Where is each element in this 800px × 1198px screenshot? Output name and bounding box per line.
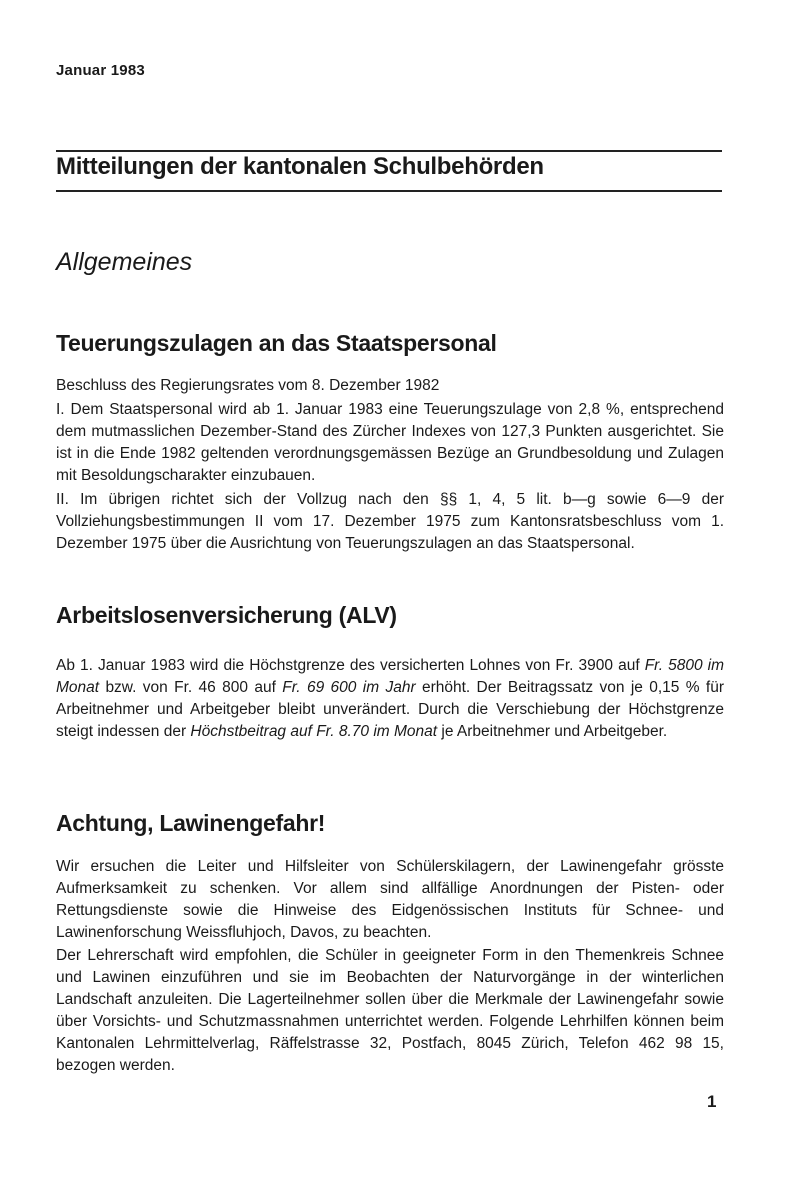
alv-emph-yearly: Fr. 69 600 im Jahr [282, 679, 416, 696]
paragraph-section-1-ii: II. Im übrigen richtet sich der Vollzug nach den §§ 1, 4, 5 lit. b—g sowie 6—9 der Vollziehungsbestimmungen II vom 17. Dezember 1975 zum Kantonsratsbeschluss vom 1. Dezember 1975 über die Ausrichtung von Teuerungszulagen an das Staatspersonal. [56, 491, 724, 552]
category-heading: Allgemeines [56, 248, 193, 276]
alv-text-c: bzw. von Fr. 46 800 auf [99, 679, 283, 696]
running-head: Januar 1983 [56, 62, 145, 79]
section-heading-teuerungszulagen: Teuerungszulagen an das Staatspersonal [56, 330, 497, 356]
alv-emph-max-contribution: Höchstbeitrag auf Fr. 8.70 im Monat [190, 723, 438, 740]
paragraph-lawinen-2: Der Lehrerschaft wird empfohlen, die Schüler in geeigneter Form in den Themenkreis Schnee und Lawinen einzuführen und sie im Beobachten der Naturvorgänge in der winterlichen Landschaft anzuleiten. Die Lagerteilnehmer sollen über die Merkmale der Lawinengefahr sowie über Vorsichts- und Schutzmassnahmen unterrichtet werden. Folgende Lehrhilfen können beim Kantonalen Lehrmittelverlag, Räffelstrasse 32, Postfach, 8045 Zürich, Telefon 462 98 15, bezogen werden. [56, 947, 724, 1074]
paragraph-section-1-i: I. Dem Staatspersonal wird ab 1. Januar 1983 eine Teuerungszulage von 2,8 %, entsprechend dem mutmasslichen Dezember-Stand des Zürcher Indexes von 127,3 Punkten ausgerichtet. Sie ist in die Ende 1982 geltenden verordnungsgemässen Bezüge an Grundbesoldung und Zulagen mit Besoldungscharakter einzubauen. [56, 401, 724, 484]
paragraph-alv [56, 655, 724, 743]
title-rule-bottom [56, 190, 722, 192]
paragraph-lawinen-1: Wir ersuchen die Leiter und Hilfsleiter von Schülerskilagern, der Lawinengefahr grösste Aufmerksamkeit zu schenken. Vor allem sind allfällige Anordnungen der Pisten- oder Rettungsdienste sowie die Hinweise des Eidgenössischen Instituts für Schnee- und Lawinenforschung Weissfluhjoch, Davos, zu beachten. [56, 858, 724, 941]
section-heading-alv: Arbeitslosenversicherung (ALV) [56, 602, 397, 628]
alv-emph-monthly: Fr. 5800 im Monat [56, 657, 725, 696]
page-title: Mitteilungen der kantonalen Schulbehörden [56, 153, 544, 180]
alv-text-a: Ab 1. Januar 1983 wird die Höchstgrenze des versicherten Lohnes von Fr. 3900 auf [56, 657, 645, 674]
alv-text-e: erhöht. Der Beitragssatz von je 0,15 % für Arbeitnehmer und Arbeitgeber bleibt unverändert. Durch die Verschiebung der Höchstgrenze steigt indessen der [56, 679, 724, 740]
title-rule-top [56, 150, 722, 152]
page-number: 1 [707, 1092, 717, 1111]
alv-text-g: je Arbeitnehmer und Arbeitgeber. [437, 723, 668, 740]
resolution-line: Beschluss des Regierungsrates vom 8. Dezember 1982 [56, 377, 440, 394]
section-heading-lawinengefahr: Achtung, Lawinengefahr! [56, 810, 326, 836]
